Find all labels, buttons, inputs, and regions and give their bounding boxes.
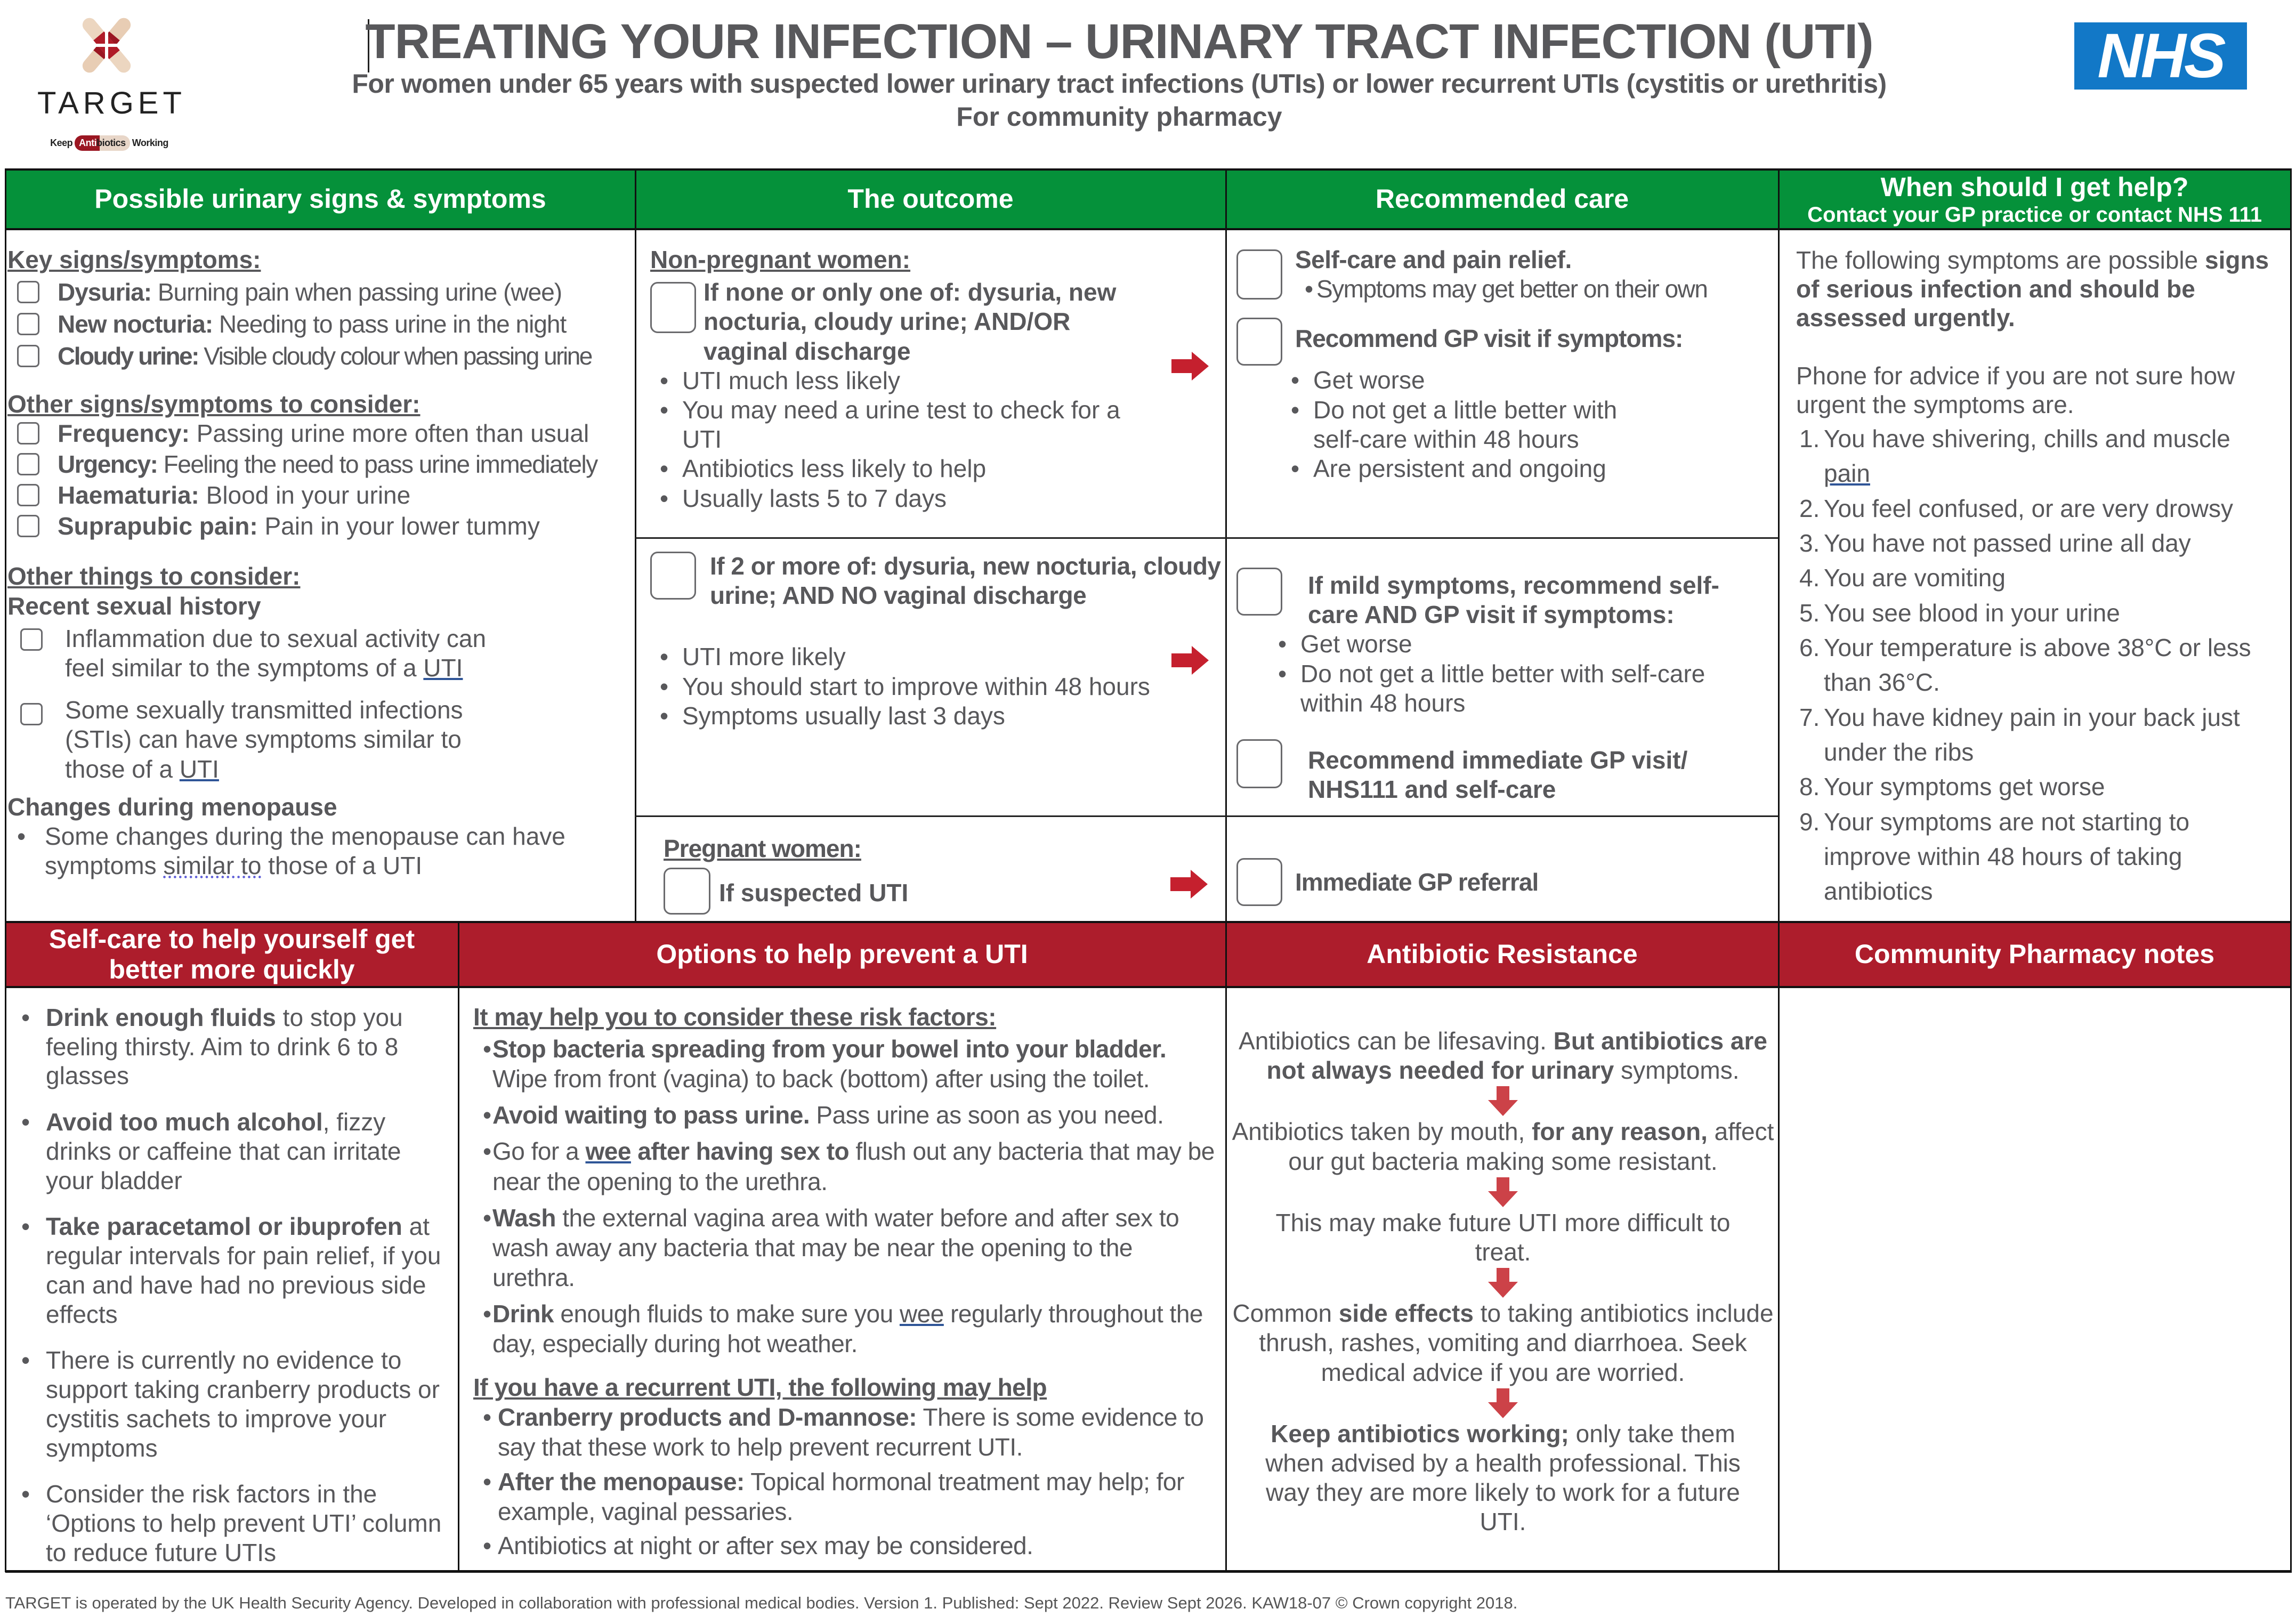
symptom-urgency[interactable]: Urgency: Feeling the need to pass urine immediately xyxy=(7,450,631,481)
page-subtitle-audience: For community pharmacy xyxy=(956,102,1282,132)
pregnant-heading: Pregnant women: xyxy=(664,835,861,862)
grid-line xyxy=(5,921,2292,923)
tagline-working: Working xyxy=(132,137,168,148)
list-item: • Some changes during the menopause can have symptoms similar to those of a UTI xyxy=(7,822,615,880)
list-item: • Wash the external vagina area with water before and after sex to wash away any bacteria that may be near the opening to the urethra. xyxy=(473,1203,1219,1292)
list-item: • Symptoms may get better on their own xyxy=(1295,274,1707,304)
grid-line xyxy=(5,168,2292,171)
header-pharmacy-notes: Community Pharmacy notes xyxy=(1778,922,2291,987)
grid-line xyxy=(635,537,1778,539)
outcome-condition-1: If none or only one of: dysuria, new nocturia, cloudy urine; AND/OR vaginal discharge xyxy=(704,278,1117,365)
list-item: • After the menopause: Topical hormonal treatment may help; for example, vaginal pessaries. xyxy=(473,1467,1219,1526)
checkbox[interactable] xyxy=(1236,858,1282,906)
outcome-box-2 xyxy=(650,552,1223,731)
other-signs-heading: Other signs/symptoms to consider: xyxy=(7,390,421,418)
symptom-haematuria[interactable]: Haematuria: Blood in your urine xyxy=(7,481,631,512)
care-selfcare-bullets xyxy=(1295,274,1707,304)
grid-line xyxy=(1778,168,1780,1572)
checkbox[interactable] xyxy=(1236,318,1282,366)
logo-tagline xyxy=(51,132,168,153)
checkbox[interactable] xyxy=(17,453,39,475)
outcome-2-bullets xyxy=(650,642,1162,731)
list-item: 2. You feel confused, or are very drowsy xyxy=(1799,494,2233,522)
list-item: • Drink enough fluids to make sure you wee regularly throughout the day, especially during hot weather. xyxy=(473,1299,1219,1359)
self-care-panel xyxy=(12,1003,454,1567)
list-item: 8. Your symptoms get worse xyxy=(1799,773,2105,801)
symptoms-panel xyxy=(7,245,631,880)
care-mild-title: If mild symptoms, recommend self-care AND GP visit if symptoms: xyxy=(1308,571,1719,629)
care-referral-title: Immediate GP referral xyxy=(1295,868,1539,896)
resistance-step-2: Antibiotics taken by mouth, for any reason, affect our gut bacteria making some resistant. xyxy=(1232,1118,1774,1175)
prevent-panel xyxy=(473,1002,1219,1561)
list-item: • Do not get a little better with self-care within 48 hours xyxy=(1268,659,1748,718)
care-selfcare-title: Self-care and pain relief. xyxy=(1295,246,1572,273)
checkbox[interactable] xyxy=(17,313,39,335)
resistance-panel xyxy=(1231,1026,1775,1537)
list-item: 9. Your symptoms are not starting to improve within 48 hours of taking antibiotics xyxy=(1799,807,2190,905)
risk-factors-heading: It may help you to consider these risk factors: xyxy=(473,1003,997,1031)
care-box-1 xyxy=(1236,245,1769,483)
checkbox[interactable] xyxy=(650,282,696,333)
tagline-keep: Keep xyxy=(50,137,73,148)
arrow-right-icon xyxy=(1170,870,1208,899)
list-item: • Take paracetamol or ibuprofen at regular intervals for pain relief, if you can and have had no previous side effects xyxy=(12,1212,454,1329)
list-item: • Are persistent and ongoing xyxy=(1281,454,1654,483)
checkbox[interactable] xyxy=(1236,249,1282,300)
symptom-cloudy-urine[interactable]: Cloudy urine: Visible cloudy colour when passing urine xyxy=(7,342,631,374)
sexual-item-inflammation[interactable]: Inflammation due to sexual activity can feel similar to the symptoms of a UTI xyxy=(7,624,631,683)
outcome-condition-2: If 2 or more of: dysuria, new nocturia, cloudy urine; AND NO vaginal discharge xyxy=(710,552,1221,610)
get-help-phone: Phone for advice if you are not sure how urgent the symptoms are. xyxy=(1796,362,2235,419)
other-things-heading: Other things to consider: xyxy=(7,562,301,591)
resistance-step-4: Common side effects to taking antibiotics include thrush, rashes, vomiting and diarrhoea. Seek medical advice if you are worried. xyxy=(1232,1299,1774,1386)
header-self-care: Self-care to help yourself get better more quickly xyxy=(5,922,458,987)
page-subtitle: For women under 65 years with suspected lower urinary tract infections (UTIs) or lower recurrent UTIs (cystitis or urethritis) xyxy=(352,69,1887,99)
symptom-suprapubic[interactable]: Suprapubic pain: Pain in your lower tummy xyxy=(7,512,631,543)
list-item: • UTI much less likely xyxy=(650,366,1151,395)
care-box-3 xyxy=(1236,858,1769,906)
resistance-step-5: Keep antibiotics working; only take them when advised by a health professional. This way they are more likely to work for a future UTI. xyxy=(1265,1419,1741,1536)
list-item: • Get worse xyxy=(1281,366,1654,395)
arrow-down-icon xyxy=(1488,1086,1518,1116)
symptom-dysuria[interactable]: Dysuria: Burning pain when passing urine (wee) xyxy=(7,278,631,310)
grid-line xyxy=(2290,168,2292,1572)
list-item: • Go for a wee after having sex to flush out any bacteria that may be near the opening to the urethra. xyxy=(473,1136,1219,1196)
header-antibiotic-resistance: Antibiotic Resistance xyxy=(1226,922,1778,987)
checkbox[interactable] xyxy=(1236,568,1282,616)
list-item: • You should start to improve within 48 hours xyxy=(650,672,1162,701)
outcome-box-3 xyxy=(664,834,1218,915)
list-item: • Do not get a little better with self-care within 48 hours xyxy=(1281,395,1654,454)
recurrent-list xyxy=(473,1402,1219,1561)
list-item: 6. Your temperature is above 38°C or less than 36°C. xyxy=(1799,633,2251,697)
list-item: • Stop bacteria spreading from your bowel into your bladder. Wipe from front (vagina) to back (bottom) after using the toilet. xyxy=(473,1034,1219,1094)
self-care-list xyxy=(12,1003,454,1567)
arrow-down-icon xyxy=(1488,1177,1518,1207)
care-box-2 xyxy=(1236,568,1775,804)
care-gp-title: Recommend GP visit if symptoms: xyxy=(1295,325,1683,353)
nonpregnant-heading: Non-pregnant women: xyxy=(650,246,911,273)
list-item: • UTI more likely xyxy=(650,642,1162,672)
target-logo xyxy=(21,5,197,155)
list-item: • You may need a urine test to check for a UTI xyxy=(650,395,1151,454)
checkbox[interactable] xyxy=(17,422,39,444)
outcome-1-bullets xyxy=(650,366,1151,513)
checkbox[interactable] xyxy=(17,345,39,367)
pill-cross-icon xyxy=(72,11,141,80)
list-item: • Consider the risk factors in the ‘Options to help prevent UTI’ column to reduce future UTIs xyxy=(12,1479,454,1567)
checkbox[interactable] xyxy=(20,703,43,725)
get-help-list xyxy=(1799,422,2281,909)
list-item: • Avoid waiting to pass urine. Pass urine as soon as you need. xyxy=(473,1100,1219,1130)
list-item: • Antibiotics at night or after sex may be considered. xyxy=(473,1531,1219,1561)
list-item: 4. You are vomiting xyxy=(1799,564,2006,592)
header-outcome: The outcome xyxy=(635,169,1226,229)
pharmacy-notes-area[interactable] xyxy=(1780,988,2290,1569)
arrow-right-icon xyxy=(1171,352,1209,381)
sexual-item-sti[interactable]: Some sexually transmitted infections (STIs) can have symptoms similar to those of a UTI xyxy=(7,696,631,784)
symptom-frequency[interactable]: Frequency: Passing urine more often than usual xyxy=(7,419,631,450)
header-recommended-care: Recommended care xyxy=(1226,169,1778,229)
risk-factors-list xyxy=(473,1034,1219,1359)
tagline-pill: Antibiotics xyxy=(75,135,130,151)
logo-text: TARGET xyxy=(37,86,186,120)
grid-line xyxy=(1225,168,1227,1572)
header-signs-symptoms: Possible urinary signs & symptoms xyxy=(5,169,635,229)
recurrent-heading: If you have a recurrent UTI, the following may help xyxy=(473,1373,1047,1402)
list-item: 1. You have shivering, chills and muscle pain xyxy=(1799,425,2230,488)
sexual-history-heading: Recent sexual history xyxy=(7,592,261,620)
list-item: • Avoid too much alcohol, fizzy drinks or caffeine that can irritate your bladder xyxy=(12,1107,454,1195)
grid-line xyxy=(635,815,1778,817)
grid-line xyxy=(5,228,2292,230)
arrow-down-icon xyxy=(1488,1268,1518,1298)
menopause-heading: Changes during menopause xyxy=(7,793,337,821)
resistance-step-1: Antibiotics can be lifesaving. But antibiotics are not always needed for urinary symptoms. xyxy=(1239,1027,1767,1085)
header-prevent: Options to help prevent a UTI xyxy=(458,922,1226,987)
care-gp-bullets xyxy=(1281,366,1654,483)
checkbox[interactable] xyxy=(17,281,39,303)
list-item: • Get worse xyxy=(1268,629,1748,659)
list-item: • Symptoms usually last 3 days xyxy=(650,701,1162,731)
list-item: 7. You have kidney pain in your back just under the ribs xyxy=(1799,703,2240,766)
checkbox[interactable] xyxy=(1236,739,1282,788)
checkbox[interactable] xyxy=(664,868,710,915)
list-item: • There is currently no evidence to support taking cranberry products or cystitis sachets to improve your symptoms xyxy=(12,1346,454,1462)
menopause-list xyxy=(7,822,615,880)
grid-line xyxy=(458,921,459,1572)
list-item: 5. You see blood in your urine xyxy=(1799,599,2120,627)
checkbox[interactable] xyxy=(650,552,696,600)
list-item: • Usually lasts 5 to 7 days xyxy=(650,484,1151,513)
outcome-box-1 xyxy=(650,245,1220,513)
symptom-nocturia[interactable]: New nocturia: Needing to pass urine in the night xyxy=(7,310,631,342)
arrow-right-icon xyxy=(1171,646,1209,675)
page-title: TREATING YOUR INFECTION – URINARY TRACT INFECTION (UTI) xyxy=(365,14,1873,69)
key-signs-heading: Key signs/symptoms: xyxy=(7,246,261,273)
footer-text: TARGET is operated by the UK Health Security Agency. Developed in collaboration with professional medical bodies. Version 1. Published: Sept 2022. Review Sept 2026. KAW18-07 © Crown copyright 2018. xyxy=(5,1594,1518,1612)
grid-line xyxy=(5,168,6,1572)
care-immediate-title: Recommend immediate GP visit/ NHS111 and self-care xyxy=(1308,746,1688,804)
nhs-logo: NHS xyxy=(2074,22,2247,90)
resistance-step-3: This may make future UTI more difficult to treat. xyxy=(1275,1208,1731,1266)
grid-line xyxy=(5,1570,2292,1573)
list-item: • Cranberry products and D-mannose: There is some evidence to say that these work to help prevent recurrent UTI. xyxy=(473,1402,1219,1462)
checkbox[interactable] xyxy=(17,484,39,506)
care-mild-bullets xyxy=(1268,629,1748,718)
grid-line xyxy=(635,168,636,922)
list-item: • Antibiotics less likely to help xyxy=(650,454,1151,483)
checkbox[interactable] xyxy=(20,628,43,651)
get-help-intro: The following symptoms are possible signs of serious infection and should be assessed urgently. xyxy=(1796,246,2269,332)
arrow-down-icon xyxy=(1488,1388,1518,1418)
list-item: • Drink enough fluids to stop you feeling thirsty. Aim to drink 6 to 8 glasses xyxy=(12,1003,454,1090)
list-item: 3. You have not passed urine all day xyxy=(1799,529,2191,557)
checkbox[interactable] xyxy=(17,515,39,537)
get-help-panel xyxy=(1796,246,2281,909)
header-get-help: When should I get help? Contact your GP practice or contact NHS 111 xyxy=(1778,169,2291,229)
outcome-condition-3: If suspected UTI xyxy=(719,879,909,907)
